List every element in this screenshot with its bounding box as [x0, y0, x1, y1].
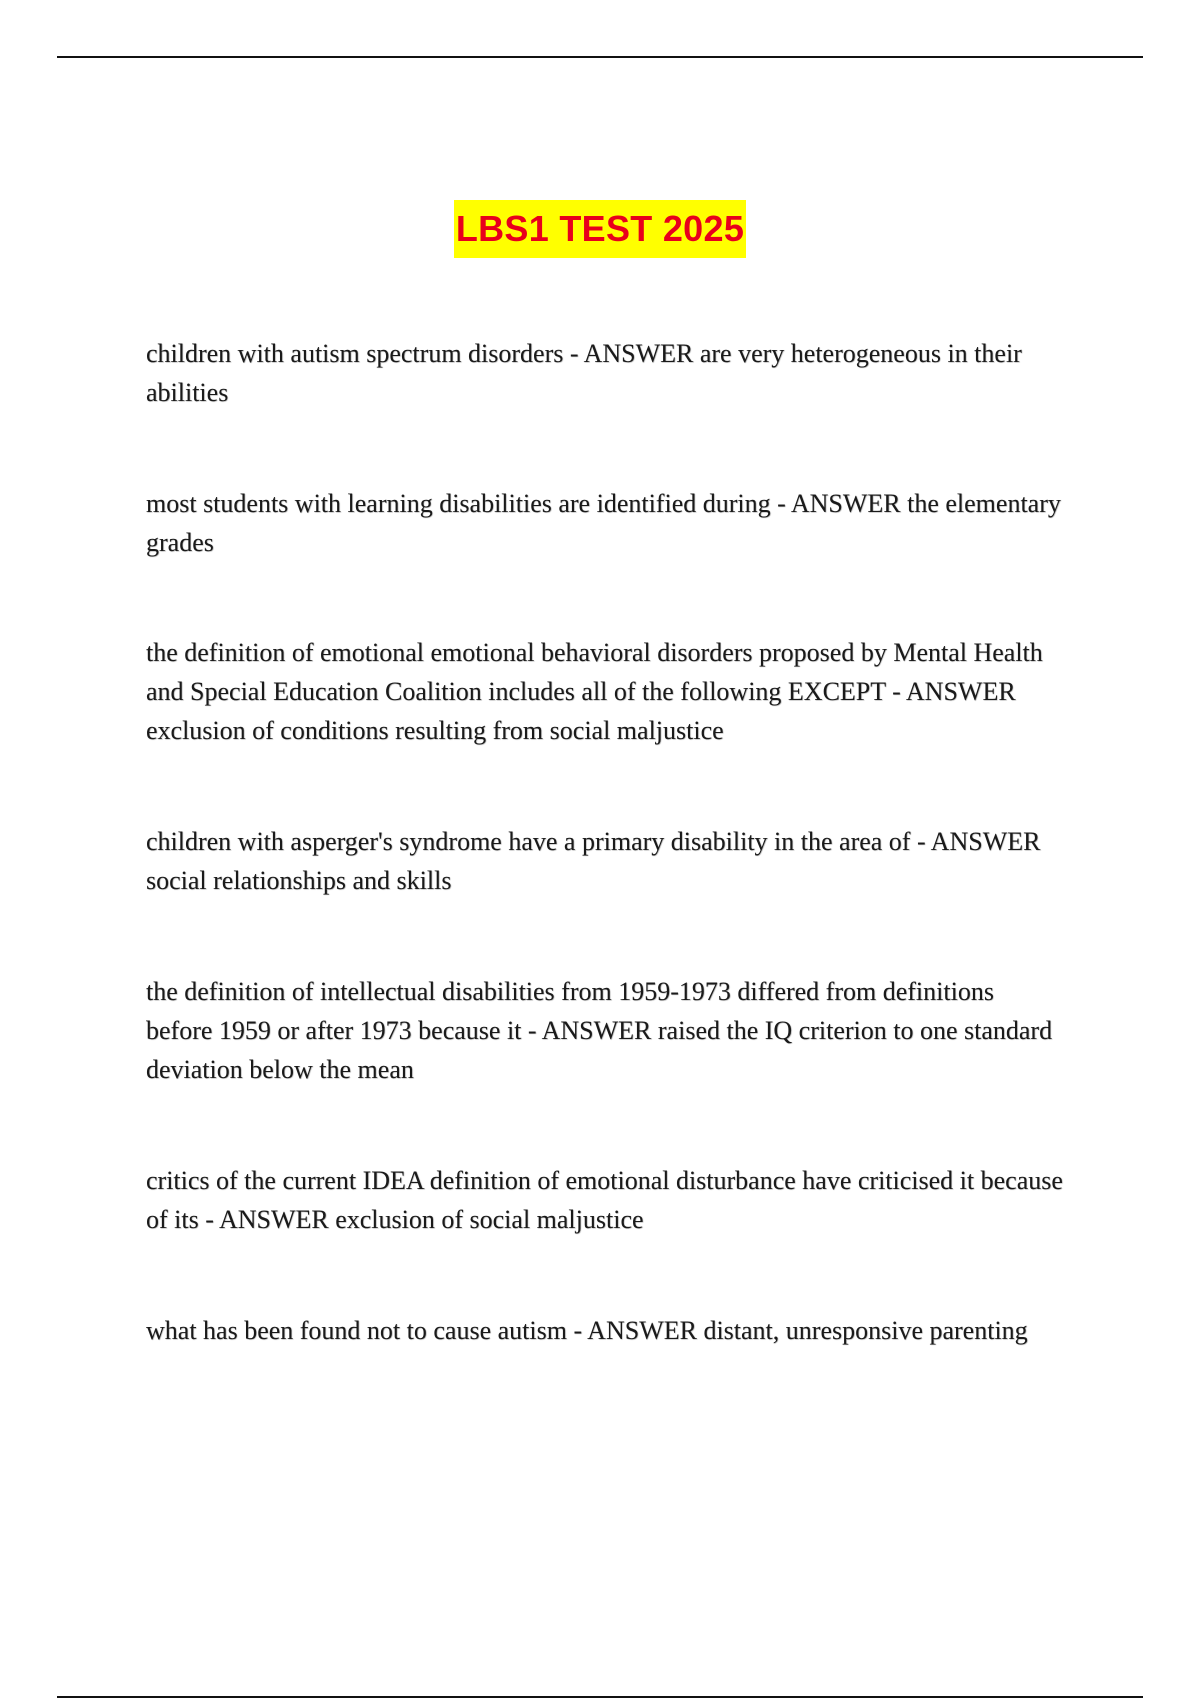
- qa-item: most students with learning disabilities are identified during - ANSWER the elementary grades: [146, 489, 1061, 557]
- header-rule: [57, 56, 1143, 58]
- title-container: [0, 200, 1200, 258]
- document-title: LBS1 TEST 2025: [454, 200, 746, 258]
- qa-item: the definition of emotional emotional behavioral disorders proposed by Mental Health and Special Education Coalition includes all of the following EXCEPT - ANSWER exclusion of conditions resulting from social maljustice: [146, 638, 1043, 745]
- qa-item: what has been found not to cause autism - ANSWER distant, unresponsive parenting: [146, 1316, 1028, 1345]
- qa-item: the definition of intellectual disabilities from 1959-1973 differed from definitions before 1959 or after 1973 because it - ANSWER raised the IQ criterion to one standard deviation below the mean: [146, 977, 1053, 1084]
- qa-item: critics of the current IDEA definition of emotional disturbance have criticised it because of its - ANSWER exclusion of social maljustice: [146, 1166, 1063, 1234]
- qa-item: children with asperger's syndrome have a primary disability in the area of - ANSWER social relationships and skills: [146, 827, 1041, 895]
- qa-item: children with autism spectrum disorders - ANSWER are very heterogeneous in their abilities: [146, 339, 1022, 407]
- footer-rule: [57, 1696, 1143, 1698]
